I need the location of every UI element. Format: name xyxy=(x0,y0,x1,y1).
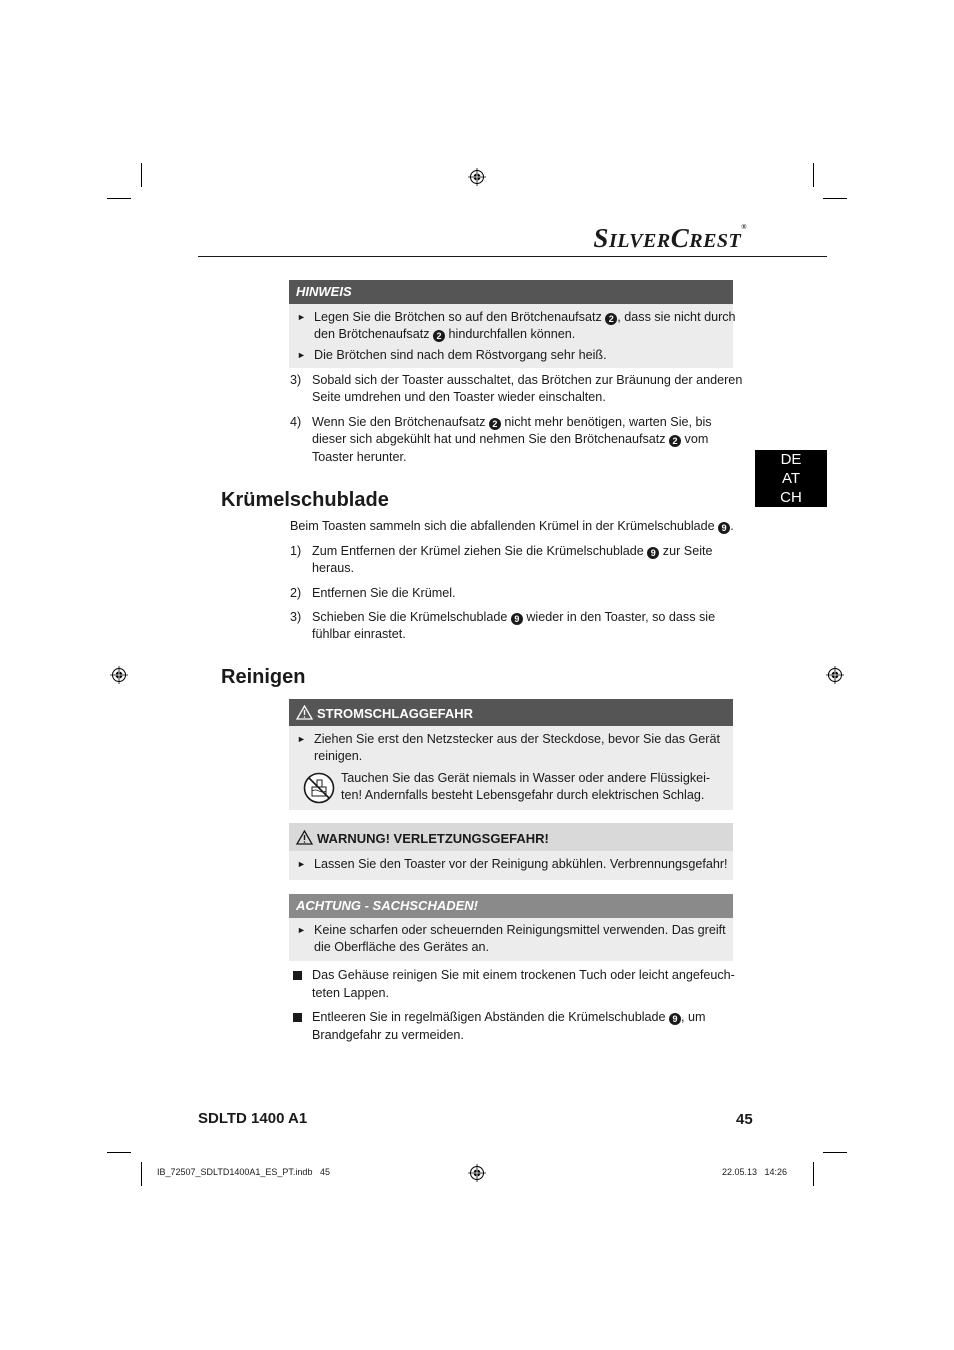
cleaning-bullet-line-1: Das Gehäuse reinigen Sie mit einem trockenen Tuch oder leicht angefeuch- xyxy=(312,968,735,982)
cleaning-bullet-line-2: teten Lappen. xyxy=(312,986,390,1000)
crop-mark xyxy=(107,1152,131,1153)
step-text: Sobald sich der Toaster ausschaltet, das Brötchen zur Bräunung der anderen xyxy=(312,373,743,387)
strom-item-line-2: reinigen. xyxy=(314,749,363,763)
registration-mark-icon xyxy=(468,1164,486,1182)
crop-mark xyxy=(813,163,814,187)
achtung-item-line-1: Keine scharfen oder scheuernden Reinigungsmittel verwenden. Das greift xyxy=(314,923,726,937)
step-text: Zum Entfernen der Krümel ziehen Sie die Krümelschublade 9 zur Seite xyxy=(312,544,713,558)
step-text: Toaster herunter. xyxy=(312,450,407,464)
crop-mark xyxy=(823,1152,847,1153)
part-number-badge: 9 xyxy=(511,613,523,625)
footer-model-number: SDLTD 1400 A1 xyxy=(198,1110,308,1127)
part-number-badge: 9 xyxy=(718,522,730,534)
header-rule xyxy=(198,256,827,257)
step-number: 1) xyxy=(290,544,302,558)
step-number: 4) xyxy=(290,415,302,429)
hinweis-item-1-line-1: Legen Sie die Brötchen so auf den Brötchenaufsatz 2 , dass sie nicht durch xyxy=(314,310,736,324)
lang-at: AT xyxy=(781,470,801,487)
lang-ch: CH xyxy=(780,489,802,506)
registration-mark-icon xyxy=(468,168,486,186)
achtung-box-title: ACHTUNG - SACHSCHADEN! xyxy=(289,894,733,918)
step-number: 2) xyxy=(290,586,302,600)
no-water-immersion-icon xyxy=(303,772,335,804)
part-number-badge: 2 xyxy=(605,313,617,325)
cleaning-bullet-line-1: Entleeren Sie in regelmäßigen Abständen die Krümelschublade 9 , um xyxy=(312,1010,706,1024)
part-number-badge: 2 xyxy=(489,418,501,430)
step-text: Wenn Sie den Brötchenaufsatz 2 nicht mehr benötigen, warten Sie, bis xyxy=(312,415,712,429)
hinweis-item-1-line-2: den Brötchenaufsatz 2 hindurchfallen können. xyxy=(314,327,576,341)
part-number-badge: 9 xyxy=(669,1013,681,1025)
step-text: Entfernen Sie die Krümel. xyxy=(312,586,456,600)
section-title-kruemelschublade: Krümelschublade xyxy=(221,489,389,511)
achtung-item-line-2: die Oberfläche des Gerätes an. xyxy=(314,940,490,954)
warnung-box-title: WARNUNG! VERLETZUNGSGEFAHR! xyxy=(289,823,733,851)
section-title-reinigen: Reinigen xyxy=(221,666,306,688)
footer-page-number: 45 xyxy=(736,1111,753,1128)
strom-icon-text-line-1: Tauchen Sie das Gerät niemals in Wasser oder andere Flüssigkei- xyxy=(341,771,711,785)
registration-mark-icon xyxy=(110,666,128,684)
slug-date-time: 22.05.13 14:26 xyxy=(722,1167,788,1177)
brand-logo: SILVERCREST® xyxy=(593,223,747,253)
crop-mark xyxy=(141,163,142,187)
crop-mark xyxy=(823,198,847,199)
arrow-icon: ► xyxy=(297,312,306,322)
stromschlag-box-title: STROMSCHLAGGEFAHR xyxy=(289,699,733,726)
step-text: Schieben Sie die Krümelschublade 9 wieder in den Toaster, so dass sie xyxy=(312,610,716,624)
arrow-icon: ► xyxy=(297,734,306,744)
arrow-icon: ► xyxy=(297,350,306,360)
warnung-item: Lassen Sie den Toaster vor der Reinigung abkühlen. Verbrennungsgefahr! xyxy=(314,857,728,871)
part-number-badge: 2 xyxy=(433,330,445,342)
strom-icon-text-line-2: ten! Andernfalls besteht Lebensgefahr durch elektrischen Schlag. xyxy=(341,788,705,802)
cleaning-bullet-line-2: Brandgefahr zu vermeiden. xyxy=(312,1028,464,1042)
arrow-icon: ► xyxy=(297,859,306,869)
registration-mark-icon xyxy=(826,666,844,684)
square-bullet-icon xyxy=(293,971,302,980)
step-text: fühlbar einrastet. xyxy=(312,627,406,641)
slug-file-info: IB_72507_SDLTD1400A1_ES_PT.indb 45 xyxy=(157,1167,330,1177)
hinweis-box-title: HINWEIS xyxy=(289,280,733,304)
step-number: 3) xyxy=(290,610,302,624)
step-number: 3) xyxy=(290,373,302,387)
step-text: heraus. xyxy=(312,561,355,575)
language-tab xyxy=(755,450,827,507)
crop-mark xyxy=(107,198,131,199)
hinweis-item-2: Die Brötchen sind nach dem Röstvorgang sehr heiß. xyxy=(314,348,607,362)
step-text: Seite umdrehen und den Toaster wieder einschalten. xyxy=(312,390,606,404)
crop-mark xyxy=(141,1162,142,1186)
lang-de: DE xyxy=(780,451,802,468)
crop-mark xyxy=(813,1162,814,1186)
strom-item-line-1: Ziehen Sie erst den Netzstecker aus der Steckdose, bevor Sie das Gerät xyxy=(314,732,721,746)
part-number-badge: 2 xyxy=(669,435,681,447)
section-intro: Beim Toasten sammeln sich die abfallenden Krümel in der Krümelschublade 9 . xyxy=(290,519,734,533)
arrow-icon: ► xyxy=(297,925,306,935)
square-bullet-icon xyxy=(293,1013,302,1022)
step-text: dieser sich abgekühlt hat und nehmen Sie den Brötchenaufsatz 2 vom xyxy=(312,432,709,446)
part-number-badge: 9 xyxy=(647,547,659,559)
